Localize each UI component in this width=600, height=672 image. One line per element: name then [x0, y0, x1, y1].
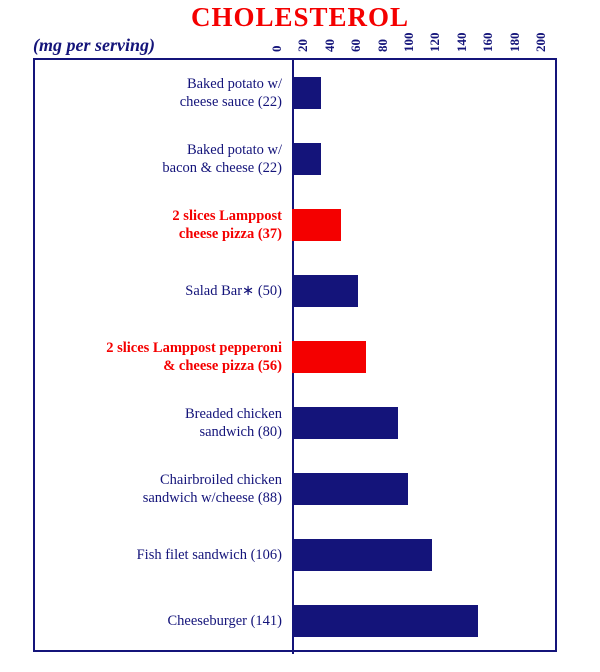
- x-tick-120: 120: [427, 32, 443, 52]
- row-label-line1: Baked potato w/: [186, 76, 282, 92]
- row-label-line1: Chairbroiled chicken: [160, 472, 282, 488]
- x-tick-200: 200: [533, 32, 548, 52]
- chart-row: [35, 390, 559, 456]
- chart-row: [35, 258, 559, 324]
- row-label: [35, 75, 290, 111]
- row-label: [35, 405, 290, 441]
- x-tick-140: 140: [453, 32, 469, 52]
- bar: [292, 407, 398, 439]
- bar: [292, 143, 321, 175]
- bar: [292, 209, 341, 241]
- bar-track: [290, 192, 555, 258]
- chart-row: [35, 588, 559, 654]
- chart-row: [35, 522, 559, 588]
- row-label: [35, 141, 290, 177]
- bar: [292, 539, 432, 571]
- row-label: [35, 339, 290, 375]
- chart-row: [35, 192, 559, 258]
- x-tick-80: 80: [374, 39, 390, 52]
- row-label: [35, 546, 290, 564]
- row-label-line2: cheese pizza (37): [178, 226, 282, 242]
- x-tick-20: 20: [295, 39, 311, 52]
- x-tick-100: 100: [401, 32, 416, 52]
- x-tick-180: 180: [506, 32, 522, 52]
- chart-subtitle: (mg per serving): [33, 35, 155, 55]
- x-tick-60: 60: [348, 39, 364, 52]
- bar-track: [290, 126, 555, 192]
- bar-track: [290, 258, 555, 324]
- row-label: [35, 612, 290, 630]
- row-label-line1: 2 slices Lamppost: [172, 208, 282, 224]
- row-label: [35, 282, 290, 300]
- bar-track: [290, 324, 555, 390]
- bar-rows: [35, 60, 559, 654]
- row-label-line1: Breaded chicken: [184, 406, 282, 422]
- bar: [292, 77, 321, 109]
- bar: [292, 341, 366, 373]
- row-label-line1: 2 slices Lamppost pepperoni: [106, 340, 282, 356]
- row-label-line2: cheese sauce (22): [179, 94, 282, 110]
- row-label-line1: Salad Bar∗ (50): [185, 283, 282, 299]
- bar: [292, 605, 478, 637]
- row-label: [35, 471, 290, 507]
- row-label-line1: Baked potato w/: [186, 142, 282, 158]
- x-tick-40: 40: [321, 39, 337, 52]
- row-label-line2: bacon & cheese (22): [162, 160, 282, 176]
- chart-row: [35, 126, 559, 192]
- bar-track: [290, 456, 555, 522]
- chart-row: [35, 60, 559, 126]
- row-label-line2: sandwich (80): [199, 424, 282, 440]
- bar-track: [290, 60, 555, 126]
- x-tick-160: 160: [480, 32, 496, 52]
- x-axis-tick-labels: [0, 0, 600, 60]
- row-label-line2: sandwich w/cheese (88): [142, 490, 282, 506]
- chart-title: CHOLESTEROL: [190, 2, 410, 32]
- bar-track: [290, 390, 555, 456]
- bar: [292, 473, 408, 505]
- row-label-line1: Fish filet sandwich (106): [136, 547, 282, 563]
- chart-row: [35, 324, 559, 390]
- bar-track: [290, 522, 555, 588]
- bar-track: [290, 588, 555, 654]
- chart-plot-area: [33, 58, 557, 652]
- bar: [292, 275, 358, 307]
- row-label-line1: Cheeseburger (141): [167, 613, 282, 629]
- row-label-line2: & cheese pizza (56): [163, 358, 282, 374]
- x-tick-0: 0: [269, 45, 284, 52]
- chart-row: [35, 456, 559, 522]
- row-label: [35, 207, 290, 243]
